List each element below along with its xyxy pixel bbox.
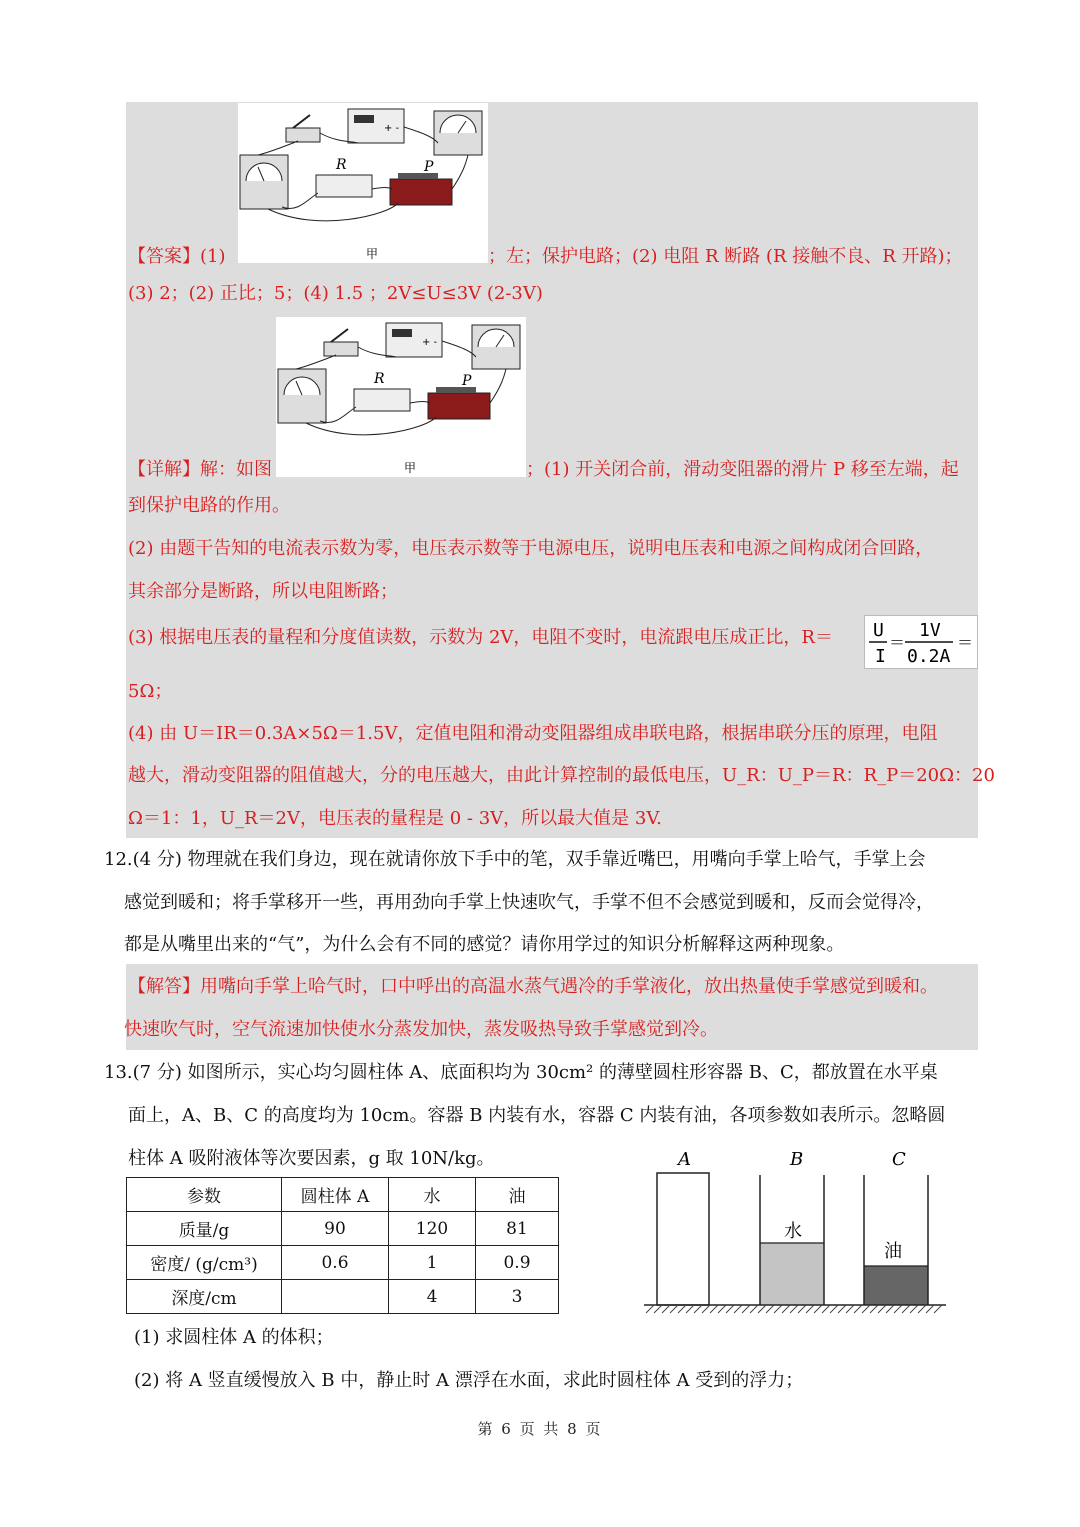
- table-cell: 质量/g: [127, 1212, 282, 1246]
- detail-label: 【详解】: [128, 459, 200, 480]
- frac1-num: U: [873, 620, 884, 641]
- circuit-diagram-1: [238, 103, 488, 263]
- table-cell: 4: [389, 1280, 476, 1314]
- frac1-den: I: [875, 646, 886, 667]
- detail-line-1b: ；(1) 开关闭合前，滑动变阻器的滑片 P 移至左端，起: [526, 459, 959, 480]
- q13-line-2: 面上，A、B、C 的高度均为 10cm。容器 B 内装有水，容器 C 内装有油，各项参数如表所示。忽略圆: [128, 1105, 946, 1126]
- table-row: [127, 1280, 559, 1314]
- water-label: 水: [784, 1221, 802, 1242]
- q12-answer-line-2: 快速吹气时，空气流速加快使水分蒸发加快，蒸发吸热导致手掌感觉到冷。: [124, 1019, 718, 1040]
- slider-label: P: [424, 159, 434, 175]
- resistor-label-2: R: [374, 371, 385, 387]
- q12-answer-line-1: 【解答】用嘴向手掌上哈气时，口中呼出的高温水蒸气遇冷的手掌液化，放出热量使手掌感觉到暖和。: [128, 976, 938, 997]
- label-b: B: [790, 1149, 804, 1170]
- table-header-cell: 参数: [127, 1178, 282, 1212]
- table-cell: 120: [389, 1212, 476, 1246]
- water-fill: [760, 1243, 824, 1305]
- detail-line-3: (2) 由题干告知的电流表示数为零，电压表示数等于电源电压，说明电压表和电源之间构成闭合回路，: [128, 538, 934, 559]
- table-row: [127, 1212, 559, 1246]
- q12-line-1: 12.(4 分) 物理就在我们身边，现在就请你放下手中的笔，双手靠近嘴巴，用嘴向手掌上哈气，手掌上会: [104, 849, 926, 870]
- table-cell: 1: [389, 1246, 476, 1280]
- table-cell: 密度/ (g/cm³): [127, 1246, 282, 1280]
- table-cell: 深度/cm: [127, 1280, 282, 1314]
- detail-line-5: (3) 根据电压表的量程和分度值读数，示数为 2V，电阻不变时，电流跟电压成正比，R＝: [128, 627, 833, 648]
- page-footer: 第 6 页 共 8 页: [477, 1420, 603, 1438]
- table-cell: 0.6: [282, 1246, 389, 1280]
- circuit-caption: 甲: [366, 247, 379, 261]
- params-table: [126, 1177, 559, 1314]
- q12-answer-label: 【解答】: [128, 976, 200, 997]
- table-cell: 3: [476, 1280, 559, 1314]
- frac-eq: ＝: [889, 633, 906, 652]
- table-header-cell: 圆柱体 A: [282, 1178, 389, 1212]
- detail-line-7: (4) 由 U＝IR＝0.3A×5Ω＝1.5V，定值电阻和滑动变阻器组成串联电路，根据串联分压的原理，电阻: [128, 723, 938, 744]
- oil-fill: [864, 1266, 928, 1305]
- detail-line-4: 其余部分是断路，所以电阻断路；: [128, 581, 398, 602]
- table-cell: 81: [476, 1212, 559, 1246]
- label-c: C: [892, 1149, 906, 1170]
- q13-line-1: 13.(7 分) 如图所示，实心均匀圆柱体 A、底面积均为 30cm² 的薄壁圆柱形容器 B、C，都放置在水平桌: [104, 1062, 938, 1083]
- table-row: [127, 1246, 559, 1280]
- detail-line-2: 到保护电路的作用。: [128, 495, 290, 516]
- q12-line-2: 感觉到暖和；将手掌移开一些，再用劲向手掌上快速吹气，手掌不但不会感觉到暖和，反而会觉得冷，: [124, 892, 934, 913]
- table-header-cell: 油: [476, 1178, 559, 1212]
- q13-sub-2: (2) 将 A 竖直缓慢放入 B 中，静止时 A 漂浮在水面，求此时圆柱体 A 受到的浮力；: [134, 1370, 804, 1391]
- svg-text:+ -: + -: [422, 337, 438, 348]
- formula-box: [864, 615, 978, 669]
- circuit-diagram-2: [276, 317, 526, 477]
- vessels-figure: [640, 1145, 950, 1320]
- table-cell: [282, 1280, 389, 1314]
- formula-svg: [865, 616, 977, 668]
- slider-label-2: P: [462, 373, 472, 389]
- oil-label: 油: [884, 1241, 902, 1262]
- detail-line-6: 5Ω；: [128, 681, 173, 702]
- circuit-caption-2: 甲: [404, 461, 417, 475]
- detail-line-9: Ω＝1：1，U_R＝2V，电压表的量程是 0 - 3V，所以最大值是 3V.: [128, 808, 662, 829]
- cylinder-a: [657, 1173, 709, 1305]
- label-a: A: [678, 1149, 691, 1170]
- detail-line-8: 越大，滑动变阻器的阻值越大，分的电压越大，由此计算控制的最低电压，U_R：U_P＝R：R_P＝20Ω：20: [128, 765, 995, 786]
- answer-line-2: (3) 2；(2) 正比；5；(4) 1.5 ；2V≤U≤3V (2-3V): [128, 283, 543, 304]
- table-cell: 0.9: [476, 1246, 559, 1280]
- answer-line-1b: ；左；保护电路；(2) 电阻 R 断路 (R 接触不良、R 开路)；: [488, 246, 963, 267]
- resistor-label: R: [336, 157, 347, 173]
- q12-line-3: 都是从嘴里出来的“气”，为什么会有不同的感觉？请你用学过的知识分析解释这两种现象。: [124, 934, 845, 955]
- table-header-cell: 水: [389, 1178, 476, 1212]
- detail-line-1: 【详解】解：如图: [128, 459, 272, 480]
- table-cell: 90: [282, 1212, 389, 1246]
- q13-sub-1: (1) 求圆柱体 A 的体积；: [134, 1327, 334, 1348]
- table-header-row: [127, 1178, 559, 1212]
- q13-line-3: 柱体 A 吸附液体等次要因素，g 取 10N/kg。: [128, 1148, 495, 1169]
- frac-eq2: ＝: [957, 633, 974, 652]
- svg-text:+ -: + -: [384, 123, 400, 134]
- answer-line-1: 【答案】(1): [128, 246, 226, 267]
- answer-label: 【答案】: [128, 246, 200, 267]
- frac2-num: 1V: [919, 620, 941, 641]
- frac2-den: 0.2A: [907, 646, 951, 667]
